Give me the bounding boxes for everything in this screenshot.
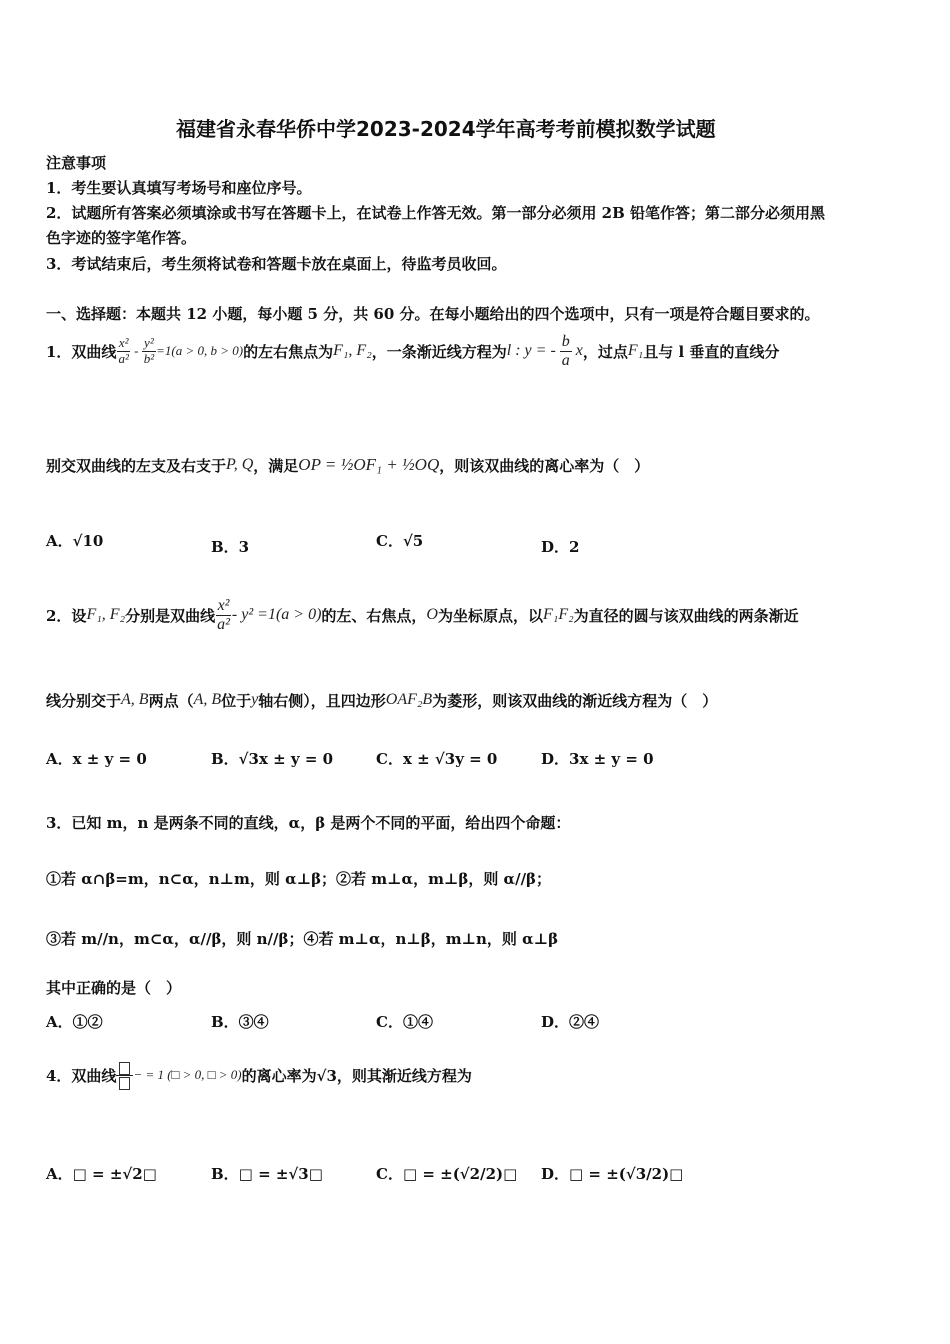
q1-option-b[interactable]: B．3 — [211, 538, 250, 556]
question-2: 2．设 F₁, F₂ 分别是双曲线 $\frac{\text{x²}}{\text{a²}}$ - y² =1(a > 0) 的左、右焦点， O 为坐标原点，以 F₁F₂ 为直径的圆与该双曲线的两条渐近 — [46, 596, 799, 633]
q3-propositions-2: ③若 m//n，m⊂α，α//β，则 n//β；④若 m⊥α，n⊥β，m⊥n，则 α⊥β — [46, 930, 559, 948]
notice-item: 1．考生要认真填写考场号和座位序号。 — [46, 179, 312, 197]
q2-hyperbola-formula: $\frac{\text{x²}}{\text{a²}}$ - y² =1(a > 0) — [217, 596, 322, 633]
notice-item: 3．考试结束后，考生须将试卷和答题卡放在桌面上，待监考员收回。 — [46, 255, 507, 273]
question-1: 1．双曲线 $\frac{\text{x²}}{\text{a²}}$ - $\frac{\text{y²}}{\text{b²}}$ =1(a > 0, b > 0) 的左右焦点为 F₁, F₂ ，一条渐近线方程为 l : y = - $\frac{b}{a}$ x ，过点 F₁ 且与 l 垂直的直线分 — [46, 332, 780, 369]
q4-option-d[interactable]: D．□ = ±(√3/2)□ — [541, 1165, 684, 1183]
q1-option-d[interactable]: D．2 — [541, 538, 580, 556]
q3-propositions-1: ①若 α∩β=m，n⊂α，n⊥m，则 α⊥β；②若 m⊥α，m⊥β，则 α//β； — [46, 870, 552, 888]
q2-option-a[interactable]: A．x ± y = 0 — [46, 750, 147, 768]
notice-heading: 注意事项 — [46, 154, 107, 172]
q1-text: 1．双曲线 — [46, 342, 117, 361]
question-1-cont: 别交双曲线的左支及右支于 P, Q ，满足 OP = ½OF₁ + ½OQ ，则该双曲线的离心率为（ ） — [46, 455, 650, 475]
q2-option-c[interactable]: C．x ± √3y = 0 — [376, 750, 498, 768]
q1-foci: F₁, F₂ — [333, 342, 372, 359]
section-heading: 一、选择题：本题共 12 小题，每小题 5 分，共 60 分。在每小题给出的四个选项中，只有一项是符合题目要求的。 — [46, 305, 820, 323]
q4-hyperbola-formula: − = 1 (□ > 0, □ > 0) — [116, 1060, 241, 1090]
q1-option-a[interactable]: A．√10 — [46, 532, 104, 550]
q1-asymptote: l : y = - $\frac{b}{a}$ x — [506, 332, 583, 369]
q1-hyperbola-formula: $\frac{\text{x²}}{\text{a²}}$ - $\frac{\text{y²}}{\text{b²}}$ =1(a > 0, b > 0) — [118, 335, 244, 366]
q1-vector-equation: OP = ½OF₁ + ½OQ — [298, 455, 440, 474]
notice-item: 2．试题所有答案必须填涂或书写在答题卡上，在试卷上作答无效。第一部分必须用 2B 铅笔作答；第二部分必须用黑 — [46, 204, 826, 222]
q4-option-a[interactable]: A．□ = ±√2□ — [46, 1165, 157, 1183]
q3-option-c[interactable]: C．①④ — [376, 1013, 433, 1031]
q2-option-d[interactable]: D．3x ± y = 0 — [541, 750, 654, 768]
q3-option-b[interactable]: B．③④ — [211, 1013, 269, 1031]
question-2-cont: 线分别交于 A, B 两点（ A, B 位于 y 轴右侧），且四边形 OAF₂B 为菱形，则该双曲线的渐近线方程为（ ） — [46, 691, 718, 710]
question-3: 3．已知 m，n 是两条不同的直线，α，β 是两个不同的平面，给出四个命题： — [46, 814, 571, 832]
q4-option-c[interactable]: C．□ = ±(√2/2)□ — [376, 1165, 518, 1183]
q4-option-b[interactable]: B．□ = ±√3□ — [211, 1165, 323, 1183]
q3-option-a[interactable]: A．①② — [46, 1013, 103, 1031]
question-4: 4．双曲线 − = 1 (□ > 0, □ > 0) 的离心率为√3，则其渐近线方程为 — [46, 1055, 472, 1095]
q2-option-b[interactable]: B．√3x ± y = 0 — [211, 750, 334, 768]
q1-option-c[interactable]: C．√5 — [376, 532, 424, 550]
q3-option-d[interactable]: D．②④ — [541, 1013, 600, 1031]
q3-prompt: 其中正确的是（ ） — [46, 979, 182, 997]
notice-item: 色字迹的签字笔作答。 — [46, 229, 197, 247]
page-title: 福建省永春华侨中学2023-2024学年高考考前模拟数学试题 — [176, 117, 716, 141]
